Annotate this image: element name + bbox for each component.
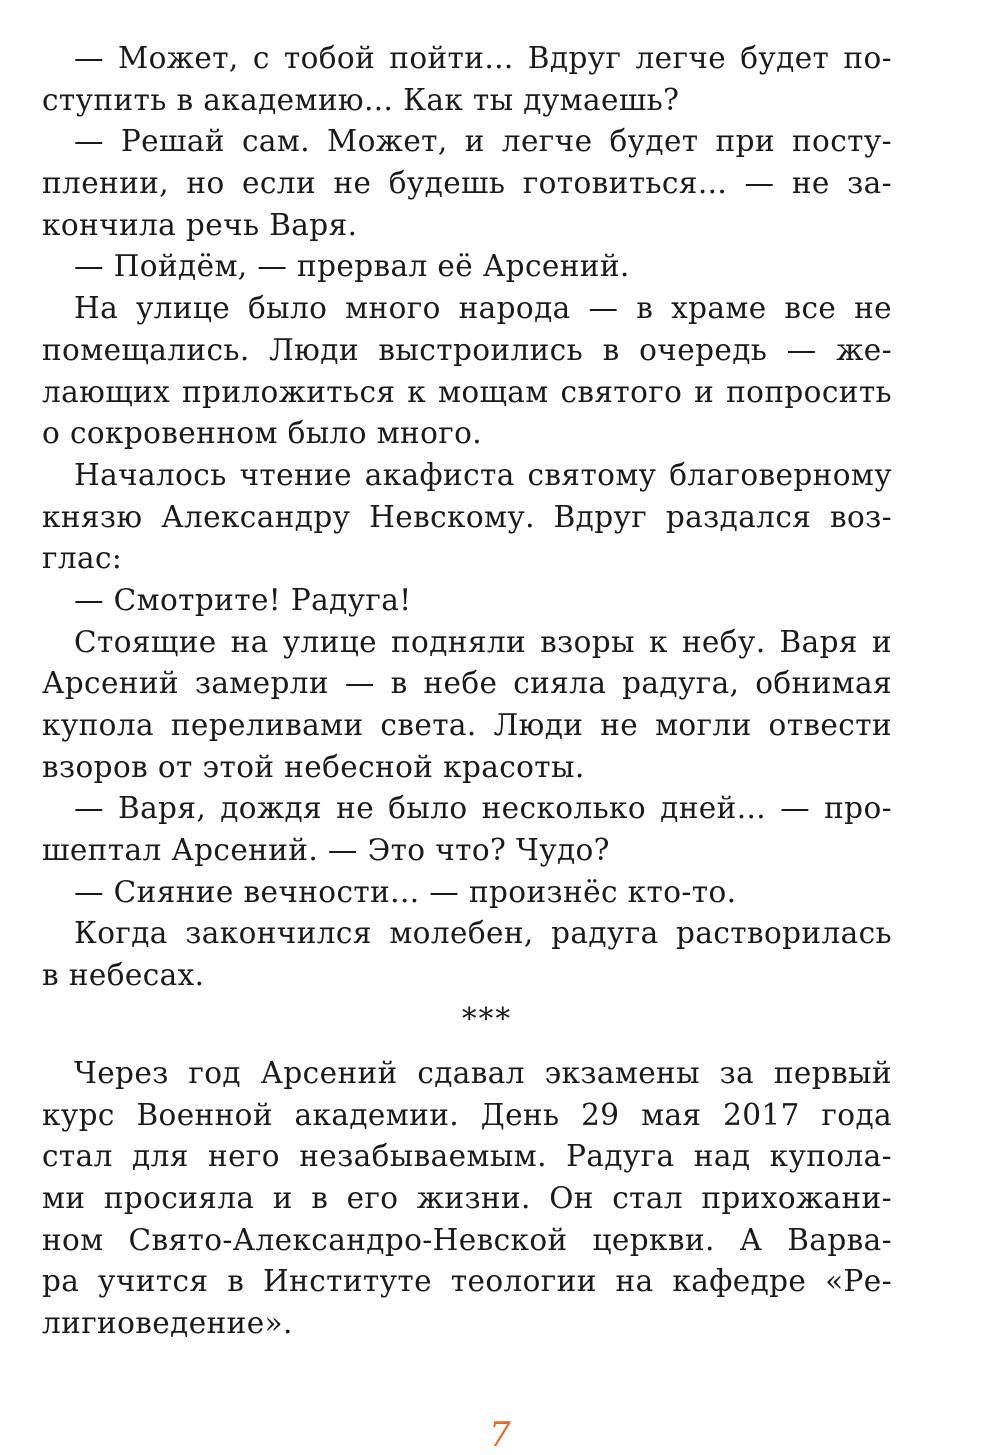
text-line: в небесах. bbox=[42, 958, 205, 993]
text-line: шептал Арсений. — Это что? Чудо? bbox=[42, 833, 610, 868]
text-line: — Пойдём, — прервал её Арсений. bbox=[74, 249, 630, 284]
text-line: плении, но если не будешь готовиться... — не за- bbox=[42, 166, 892, 201]
text-line: ра учится в Институте теологии на кафедре «Ре- bbox=[42, 1264, 892, 1299]
text-line: Стоящие на улице подняли взоры к небу. Варя и bbox=[74, 624, 892, 659]
text-line: курс Военной академии. День 29 мая 2017 года bbox=[42, 1097, 892, 1132]
text-line: — Смотрите! Радуга! bbox=[74, 582, 412, 617]
text-line: — Решай сам. Может, и легче будет при посту- bbox=[74, 124, 892, 159]
text-line: На улице было много народа — в храме все не bbox=[74, 291, 892, 326]
text-line: глас: bbox=[42, 541, 123, 576]
text-line: ном Свято-Александро-Невской церкви. А Варва- bbox=[42, 1222, 892, 1257]
page-text bbox=[42, 38, 892, 1345]
text-line: о сокровенном было много. bbox=[42, 416, 483, 451]
text-line: Началось чтение акафиста святому благоверному bbox=[74, 457, 892, 492]
separator-gap bbox=[42, 1041, 892, 1053]
text-line: помещались. Люди выстроились в очередь — же- bbox=[42, 332, 892, 367]
text-line: Арсений замерли — в небе сияла радуга, обнимая bbox=[42, 666, 892, 701]
text-line: купола переливами света. Люди не могли отвести bbox=[42, 708, 892, 742]
page-number: 7 bbox=[489, 1415, 511, 1455]
text-line: лигиоведение». bbox=[42, 1305, 293, 1340]
text-line: стал для него незабываемым. Радуга над купола- bbox=[42, 1139, 892, 1174]
text-line: лающих приложиться к мощам святого и попросить bbox=[42, 374, 892, 409]
text-line: ми просияла и в его жизни. Он стал прихожани- bbox=[42, 1180, 892, 1215]
text-line: ступить в академию... Как ты думаешь? bbox=[42, 82, 680, 117]
section-separator: *** bbox=[461, 1001, 513, 1036]
text-line: — Варя, дождя не было несколько дней... — про- bbox=[74, 791, 892, 826]
text-line: — Сияние вечности... — произнёс кто-то. bbox=[74, 874, 737, 909]
text-line: князю Александру Невскому. Вдруг раздался воз- bbox=[42, 499, 892, 534]
text-line: — Может, с тобой пойти... Вдруг легче будет по- bbox=[74, 41, 892, 75]
text-line: Когда закончился молебен, радуга растворилась bbox=[74, 916, 892, 951]
text-line: взоров от этой небесной красоты. bbox=[42, 749, 585, 784]
text-line: Через год Арсений сдавал экзамены за первый bbox=[74, 1055, 892, 1090]
text-line: кончила речь Варя. bbox=[42, 207, 358, 242]
